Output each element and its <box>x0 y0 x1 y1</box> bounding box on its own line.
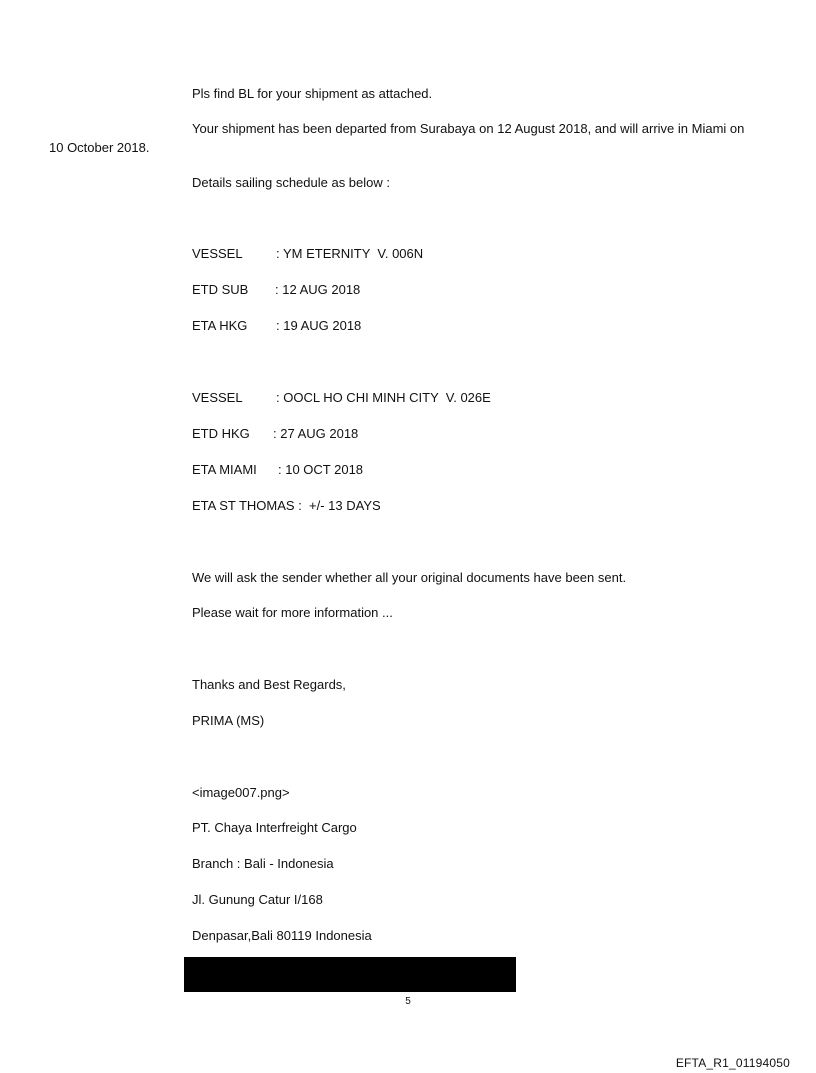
document-id: EFTA_R1_01194050 <box>675 1056 790 1070</box>
leg2-vessel-value: : OOCL HO CHI MINH CITY V. 026E <box>276 390 491 405</box>
leg1-vessel-label: VESSEL <box>192 246 243 261</box>
leg1-etd-value: : 12 AUG 2018 <box>275 282 361 297</box>
branch-text: Branch : Bali - Indonesia <box>192 856 334 871</box>
departure-text-line2: 10 October 2018. <box>49 140 150 155</box>
leg1-eta-value: : 19 AUG 2018 <box>276 318 362 333</box>
company-name: PT. Chaya Interfreight Cargo <box>192 820 357 835</box>
leg1-eta-label: ETA HKG <box>192 318 248 333</box>
leg2-vessel-label: VESSEL <box>192 390 243 405</box>
image-placeholder: <image007.png> <box>192 785 290 800</box>
closing-text: Thanks and Best Regards, <box>192 677 346 692</box>
leg2-etd-value: : 27 AUG 2018 <box>273 426 359 441</box>
departure-text-line1: Your shipment has been departed from Surabaya on 12 August 2018, and will arrive in Miami on <box>192 121 745 136</box>
intro-text: Pls find BL for your shipment as attached. <box>192 86 433 101</box>
leg1-etd-label: ETD SUB <box>192 282 249 297</box>
leg1-vessel-value: : YM ETERNITY V. 006N <box>276 246 424 261</box>
schedule-intro: Details sailing schedule as below : <box>192 175 390 190</box>
leg2-etd-label: ETD HKG <box>192 426 250 441</box>
leg2-eta-value: : 10 OCT 2018 <box>278 462 364 477</box>
leg1-eta-row <box>192 318 362 382</box>
address-line-2: Denpasar,Bali 80119 Indonesia <box>192 928 372 943</box>
leg2-eta-st-thomas: ETA ST THOMAS : +/- 13 DAYS <box>192 498 381 513</box>
address-line-1: Jl. Gunung Catur I/168 <box>192 892 323 907</box>
page-number: 5 <box>405 996 411 1007</box>
followup-text-2: Please wait for more information ... <box>192 605 393 620</box>
redaction-bar <box>184 957 516 992</box>
leg2-eta-label: ETA MIAMI <box>192 462 257 477</box>
signature-name: PRIMA (MS) <box>192 713 265 728</box>
followup-text-1: We will ask the sender whether all your original documents have been sent. <box>192 570 627 585</box>
